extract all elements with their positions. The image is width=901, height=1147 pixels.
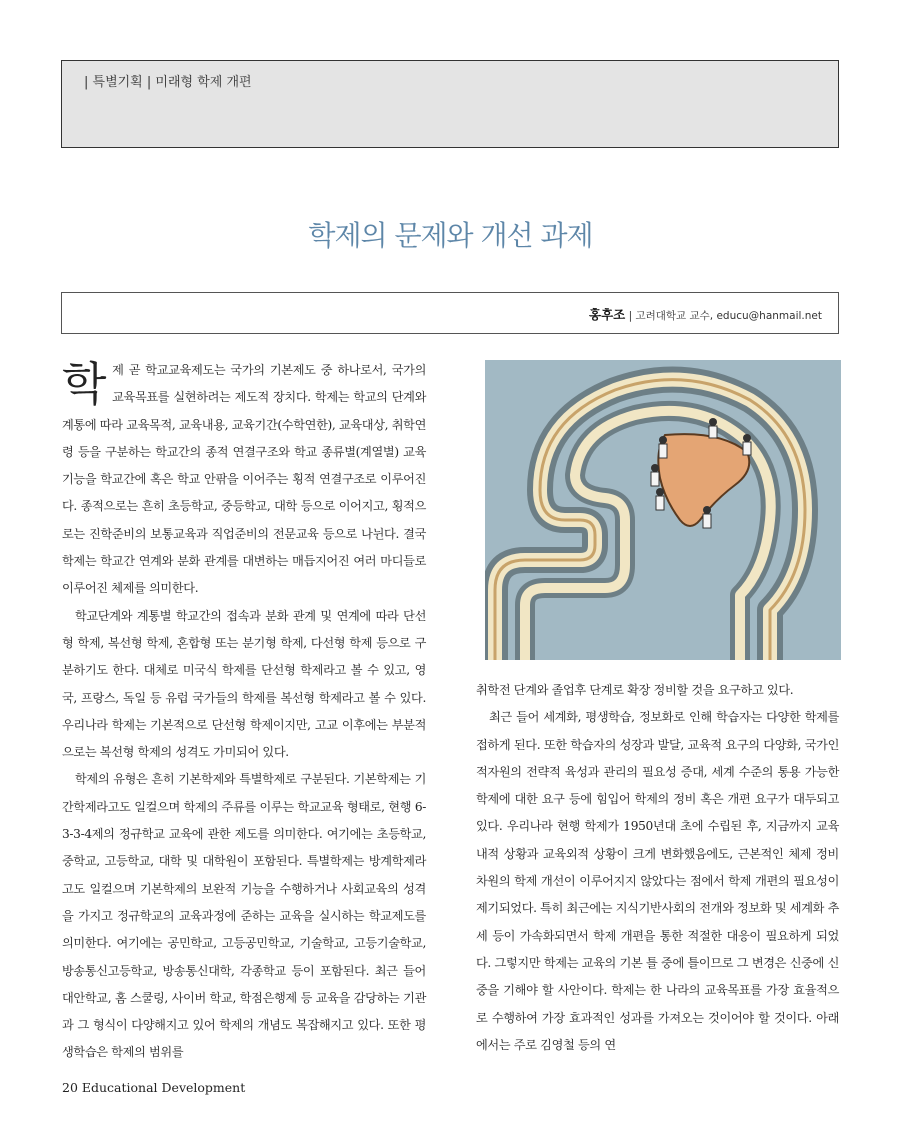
paragraph-2: 학교단계와 계통별 학교간의 접속과 분화 관계 및 연계에 따라 단선형 학제, 복선형 학제, 혼합형 또는 분기형 학제, 다선형 학제 등으로 구분하기도 한다. 대체로 미국식 학제를 단선형 학제라고 볼 수 있고, 영국, 프랑스, 독일 등 유럽 국가들의 학제를 복선형 학제라고 볼 수 있다. 우리나라 학제는 기본적으로 단선형 학제이지만, 고교 이후에는 부분적으로는 복선형 학제의 성격도 가미되어 있다. (62, 608, 426, 760)
paragraph-5: 최근 들어 세계화, 평생학습, 정보화로 인해 학습자는 다양한 학제를 접하게 된다. 또한 학습자의 성장과 발달, 교육적 요구의 다양화, 국가인적자원의 전략적 육성과 관리의 필요성 증대, 세계 수준의 통용 가능한 학제에 대한 요구 등에 힘입어 학제의 정비 혹은 개편 요구가 대두되고 있다. 우리나라 현행 학제가 1950년대 초에 수립된 후, 지금까지 교육내적 상황과 교육외적 상황이 크게 변화했음에도, 근본적인 체제 정비 차원의 학제 개선이 이루어지지 않았다는 점에서 학제 개편의 필요성이 제기되었다. 특히 최근에는 지식기반사회의 전개와 정보화 및 세계화 추세 등이 가속화되면서 학제 개편을 통한 적절한 대응이 필요하게 되었다. 그렇지만 학제는 교육의 기본 틀 중에 틀이므로 그 변경은 신중에 신중을 기해야 할 사안이다. 학제는 한 나라의 교육목표를 가장 효율적으로 수행하여 가장 효과적인 성과를 가져오는 것이어야 할 것이다. 아래에서는 주로 김영철 등의 연 (476, 710, 839, 1052)
paragraph-1-text: 제 곧 학교교육제도는 국가의 기본제도 중 하나로서, 국가의 교육목표를 실현하려는 제도적 장치다. 학제는 학교의 단계와 계통에 따라 교육목적, 교육내용, 교육기간(수학연한), 교육대상, 취학연령 등을 구분하는 학교간의 종적 연결구조와 학교 종류별(계열별) 교육 기능을 학교간에 혹은 학교 안팎을 이어주는 횡적 연결구조로 이루어진다. 종적으로는 흔히 초등학교, 중등학교, 대학 등으로 이어지고, 횡적으로는 진학준비의 보통교육과 직업준비의 전문교육 등으로 나뉜다. 결국 학제는 학교간 연계와 분화 관계를 대변하는 매듭지어진 여러 마디들로 이루어진 체제를 의미한다. (62, 363, 426, 596)
right-column (476, 677, 839, 1059)
paragraph-1 (62, 357, 426, 603)
paragraph-3: 학제의 유형은 흔히 기본학제와 특별학제로 구분된다. 기본학제는 기간학제라고도 일컬으며 학제의 주류를 이루는 학교교육 형태로, 현행 6-3-3-4제의 정규학교 교육에 관한 제도를 의미한다. 여기에는 초등학교, 중학교, 고등학교, 대학 및 대학원이 포함된다. 특별학제는 방계학제라고도 일컬으며 기본학제의 보완적 기능을 수행하거나 사회교육의 성격을 가지고 정규학교의 교육과정에 준하는 교육을 실시하는 학교제도를 의미한다. 여기에는 공민학교, 고등공민학교, 기술학교, 고등기술학교, 방송통신고등학교, 방송통신대학, 각종학교 등이 포함된다. 최근 들어 대안학교, 홈 스쿨링, 사이버 학교, 학점은행제 등 교육을 감당하는 기관과 그 형식이 다양해지고 있어 학제의 개념도 복잡해지고 있다. 또한 평생학습은 학제의 범위를 (62, 772, 426, 1060)
left-column (62, 357, 426, 1067)
author-affiliation: | 고려대학교 교수, educu@hanmail.net (628, 310, 822, 322)
author-box (61, 292, 839, 334)
section-label: | 특별기획 | 미래형 학제 개편 (84, 75, 252, 90)
section-header-box (61, 60, 839, 148)
author-line (589, 305, 822, 323)
page-footer: 20 Educational Development (62, 1080, 246, 1095)
drop-cap: 학 (62, 357, 107, 411)
meeting-maze-illustration (485, 360, 841, 660)
author-name: 홍후조 (589, 307, 626, 322)
paragraph-4: 취학전 단계와 졸업후 단계로 확장 정비할 것을 요구하고 있다. (476, 683, 794, 697)
article-title: 학제의 문제와 개선 과제 (308, 219, 593, 252)
